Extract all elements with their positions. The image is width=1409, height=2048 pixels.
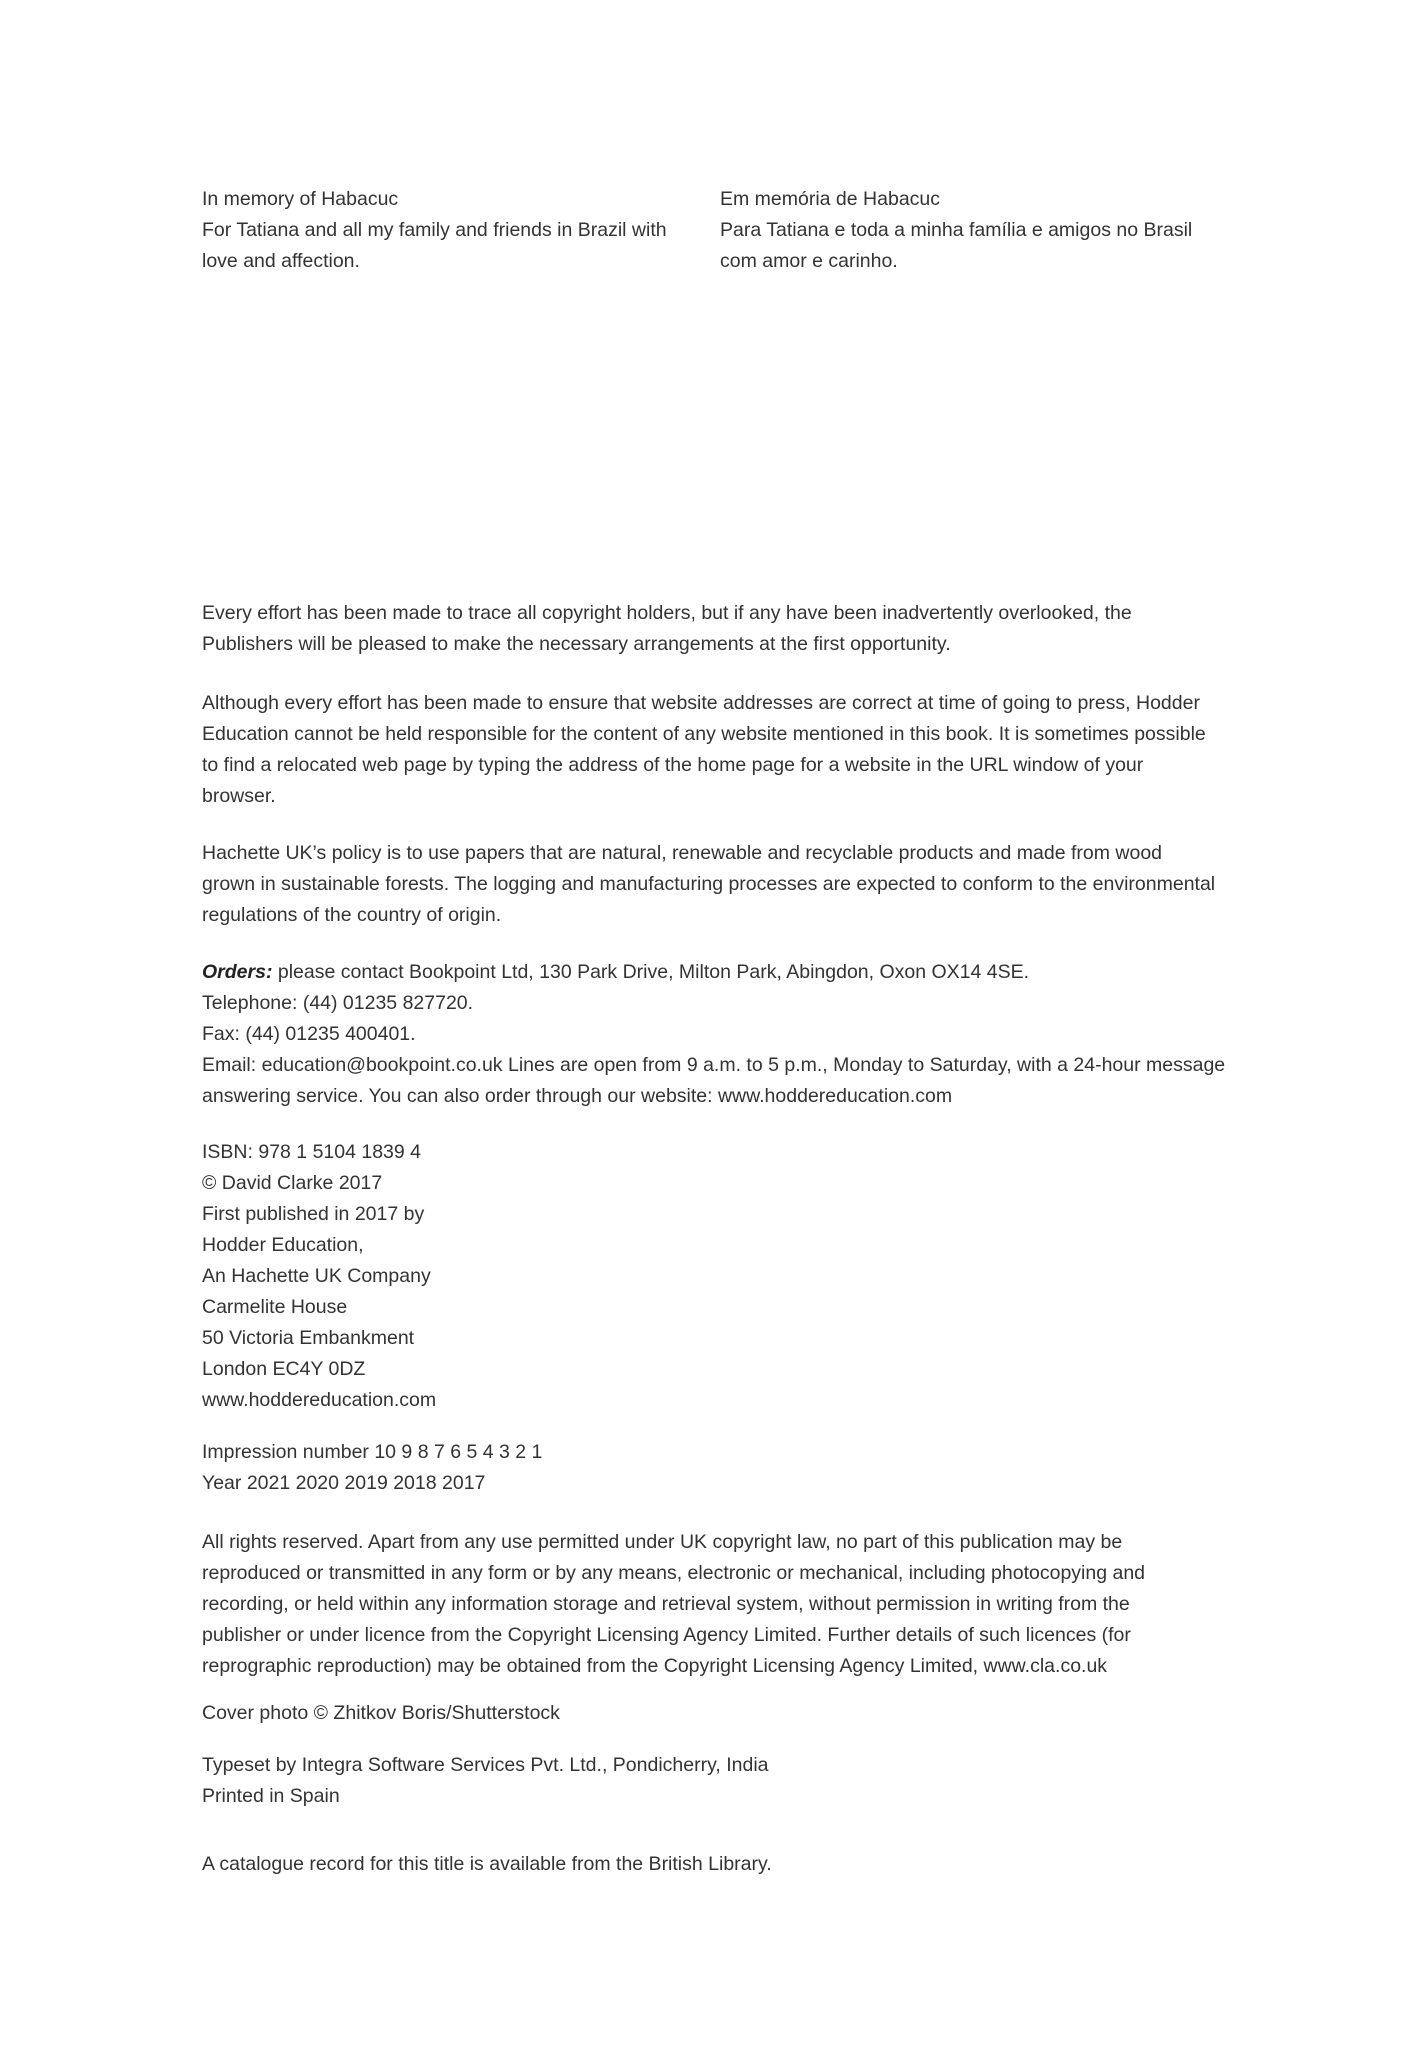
orders-section — [202, 957, 1226, 1112]
notice-line: browser. — [202, 785, 276, 807]
notice-line: Every effort has been made to trace all copyright holders, but if any have been inadvertently overlooked, the — [202, 602, 1132, 624]
dedication-line: In memory of Habacuc — [202, 188, 399, 210]
notice-line: Although every effort has been made to ensure that website addresses are correct at time of going to press, Hodder — [202, 692, 1200, 714]
notice-line: regulations of the country of origin. — [202, 904, 502, 926]
dedication-portuguese — [720, 184, 1200, 277]
address-line: Carmelite House — [202, 1296, 348, 1318]
orders-website: answering service. You can also order through our website: www.hoddereducation.com — [202, 1085, 953, 1107]
printed-line: Printed in Spain — [202, 1785, 340, 1807]
website-notice — [202, 688, 1212, 812]
catalogue-notice — [202, 1849, 1212, 1880]
copyright-line: © David Clarke 2017 — [202, 1172, 383, 1194]
publisher-line: An Hachette UK Company — [202, 1265, 431, 1287]
notice-line: Education cannot be held responsible for the content of any website mentioned in this book. It is sometimes possible — [202, 723, 1206, 745]
impression-number: Impression number 10 9 8 7 6 5 4 3 2 1 — [202, 1441, 543, 1463]
rights-line: publisher or under licence from the Copyright Licensing Agency Limited. Further details of such licences (for — [202, 1624, 1131, 1646]
dedication-line: Para Tatiana e toda a minha família e amigos no Brasil — [720, 219, 1193, 241]
dedication-line: com amor e carinho. — [720, 250, 898, 272]
orders-contact-text: please contact Bookpoint Ltd, 130 Park Drive, Milton Park, Abingdon, Oxon OX14 4SE. — [272, 961, 1030, 983]
publisher-line: First published in 2017 by — [202, 1203, 425, 1225]
rights-reserved-notice — [202, 1527, 1212, 1682]
rights-line: All rights reserved. Apart from any use permitted under UK copyright law, no part of this publication may be — [202, 1531, 1123, 1553]
impression-details — [202, 1437, 1212, 1499]
cover-photo-line: Cover photo © Zhitkov Boris/Shutterstock — [202, 1702, 560, 1724]
production-details — [202, 1750, 1212, 1812]
orders-email: Email: education@bookpoint.co.uk Lines are open from 9 a.m. to 5 p.m., Monday to Saturday, with a 24-hour message — [202, 1054, 1226, 1076]
impression-years: Year 2021 2020 2019 2018 2017 — [202, 1472, 486, 1494]
address-line: 50 Victoria Embankment — [202, 1327, 415, 1349]
notice-line: Hachette UK’s policy is to use papers that are natural, renewable and recyclable products and made from wood — [202, 842, 1163, 864]
dedication-english — [202, 184, 682, 277]
copyright-holders-notice — [202, 598, 1212, 660]
notice-line: to find a relocated web page by typing the address of the home page for a website in the URL window of your — [202, 754, 1144, 776]
catalogue-line: A catalogue record for this title is available from the British Library. — [202, 1853, 772, 1875]
typeset-line: Typeset by Integra Software Services Pvt. Ltd., Pondicherry, India — [202, 1754, 769, 1776]
dedication-line: Em memória de Habacuc — [720, 188, 941, 210]
rights-line: reprographic reproduction) may be obtained from the Copyright Licensing Agency Limited, www.cla.co.uk — [202, 1655, 1108, 1677]
orders-first-line — [202, 957, 1212, 988]
paper-policy-notice — [202, 838, 1216, 931]
orders-fax: Fax: (44) 01235 400401. — [202, 1023, 416, 1045]
address-line: London EC4Y 0DZ — [202, 1358, 366, 1380]
dedication-line: For Tatiana and all my family and friends in Brazil with — [202, 219, 667, 241]
orders-label: Orders: — [202, 961, 273, 983]
notice-line: grown in sustainable forests. The logging and manufacturing processes are expected to conform to the environmental — [202, 873, 1216, 895]
publication-details — [202, 1137, 1212, 1416]
cover-photo-credit — [202, 1698, 1212, 1729]
publisher-website: www.hoddereducation.com — [202, 1389, 437, 1411]
notice-line: Publishers will be pleased to make the necessary arrangements at the first opportunity. — [202, 633, 951, 655]
dedication-line: love and affection. — [202, 250, 360, 272]
isbn: ISBN: 978 1 5104 1839 4 — [202, 1141, 422, 1163]
rights-line: reproduced or transmitted in any form or by any means, electronic or mechanical, including photocopying and — [202, 1562, 1146, 1584]
rights-line: recording, or held within any information storage and retrieval system, without permission in writing from the — [202, 1593, 1130, 1615]
orders-telephone: Telephone: (44) 01235 827720. — [202, 992, 474, 1014]
publisher-line: Hodder Education, — [202, 1234, 364, 1256]
